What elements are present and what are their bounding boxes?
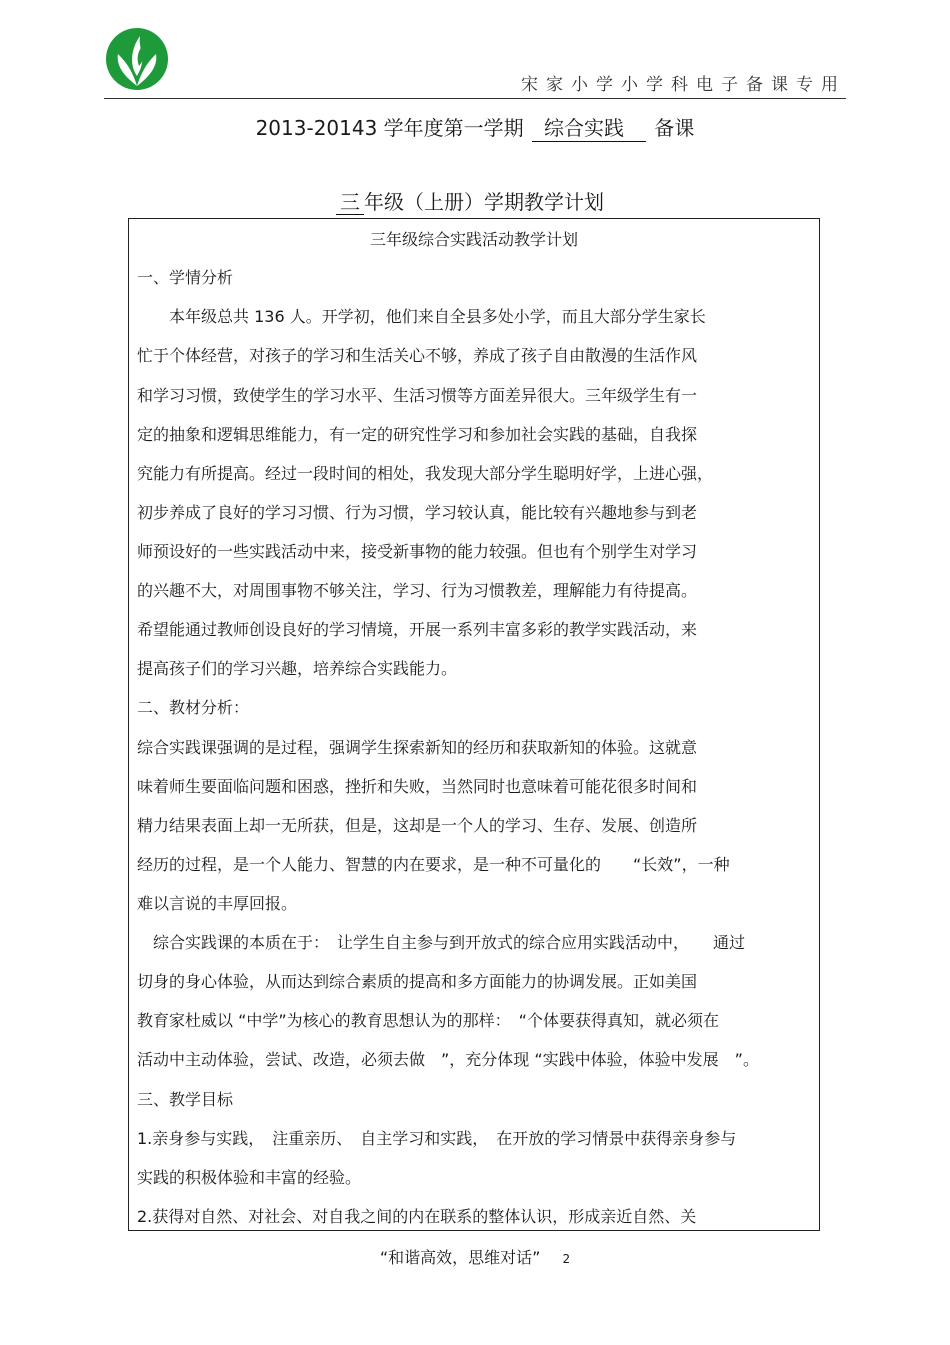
section-heading: 二、教材分析： [137, 698, 250, 717]
text-line: 实践的积极体验和丰富的经验。 [137, 1168, 362, 1187]
text-line: 综合实践课的本质在于： 让学生自主参与到开放式的综合应用实践活动中， 通过 [137, 933, 746, 952]
text-line: 2.获得对自然、对社会、对自我之间的内在联系的整体认识，形成亲近自然、关 [137, 1207, 697, 1226]
text-line: 本年级总共 136 人。开学初，他们来自全县多处小学，而且大部分学生家长 [137, 307, 706, 326]
page-number: 2 [562, 1252, 571, 1266]
text-line: 1.亲身参与实践， 注重亲历、 自主学习和实践， 在开放的学习情景中获得亲身参与 [137, 1129, 737, 1148]
text-line: 的兴趣不大，对周围事物不够关注，学习、行为习惯教差，理解能力有待提高。 [137, 581, 698, 600]
plan-title [0, 186, 940, 215]
text-line: 难以言说的丰厚回报。 [137, 894, 298, 913]
document-title [0, 112, 950, 142]
title-prefix: 2013-20143 学年度第一学期 [255, 116, 524, 140]
box-title: 三年级综合实践活动教学计划 [369, 230, 578, 249]
text-line: 教育家杜威以 “中学”为核心的教育思想认为的那样： “个体要获得真知，就必须在 [137, 1011, 719, 1030]
text-line: 活动中主动体验，尝试、改造，必须去做 ”，充分体现 “实践中体验，体验中发展 ”。 [137, 1050, 759, 1069]
text-line: 经历的过程，是一个人能力、智慧的内在要求，是一种不可量化的 “长效”，一种 [137, 855, 730, 874]
text-line: 和学习习惯，致使学生的学习水平、生活习惯等方面差异很大。三年级学生有一 [137, 386, 698, 405]
footer-motto: “和谐高效，思维对话” [379, 1248, 541, 1267]
text-line: 味着师生要面临问题和困惑，挫折和失败，当然同时也意味着可能花很多时间和 [137, 777, 698, 796]
school-header: 宋家小学小学科电子备课专用 [521, 75, 846, 95]
header-divider [104, 98, 846, 99]
text-line: 究能力有所提高。经过一段时间的相处，我发现大部分学生聪明好学，上进心强， [137, 464, 714, 483]
text-line: 希望能通过教师创设良好的学习情境，开展一系列丰富多彩的教学实践活动，来 [137, 620, 698, 639]
text-line: 定的抽象和逻辑思维能力，有一定的研究性学习和参加社会实践的基础，自我探 [137, 425, 698, 444]
page-footer [0, 1245, 950, 1268]
school-logo-icon [104, 26, 170, 96]
title-suffix: 备课 [654, 116, 695, 140]
text-line: 切身的身心体验，从而达到综合素质的提高和多方面能力的协调发展。正如美国 [137, 972, 698, 991]
plan-title-rest: 年级（上册）学期教学计划 [364, 190, 604, 214]
text-line: 综合实践课强调的是过程，强调学生探索新知的经历和获取新知的体验。这就意 [137, 738, 698, 757]
section-heading: 三、教学目标 [137, 1090, 234, 1109]
grade-value: 三 [336, 190, 364, 215]
text-line: 精力结果表面上却一无所获，但是，这却是一个人的学习、生存、发展、创造所 [137, 816, 698, 835]
text-line: 师预设好的一些实践活动中来，接受新事物的能力较强。但也有个别学生对学习 [137, 542, 698, 561]
subject-name: 综合实践 [532, 112, 646, 142]
plan-content-box [128, 218, 820, 1231]
text-line: 初步养成了良好的学习习惯、行为习惯，学习较认真，能比较有兴趣地参与到老 [137, 503, 698, 522]
text-line: 忙于个体经营，对孩子的学习和生活关心不够，养成了孩子自由散漫的生活作风 [137, 346, 698, 365]
section-heading: 一、学情分析 [137, 268, 234, 287]
text-line: 提高孩子们的学习兴趣，培养综合实践能力。 [137, 659, 458, 678]
